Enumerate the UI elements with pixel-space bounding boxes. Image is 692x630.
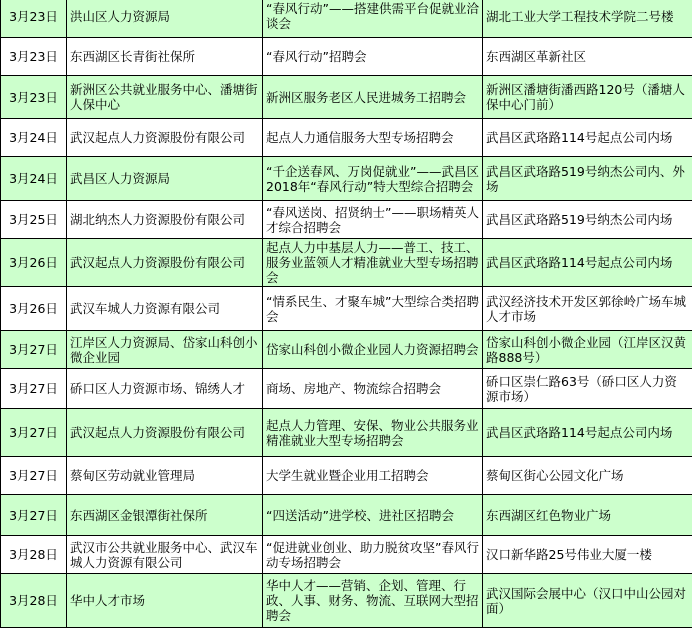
event-cell: 华中人才——营销、企划、管理、行政、人事、财务、物流、互联网大型招聘会: [263, 574, 483, 628]
venue-cell: 武昌区武珞路114号起点公司内场: [483, 409, 692, 457]
table-row: [1, 157, 692, 201]
date-cell: 3月27日: [1, 369, 67, 409]
venue-cell: 武昌区武珞路114号起点公司内场: [483, 119, 692, 157]
organizer-cell: 武汉市公共就业服务中心、武汉车城人力资源有限公司: [67, 536, 263, 574]
venue-cell: 武昌区武珞路519号纳杰公司内、外场: [483, 157, 692, 201]
table-row: [1, 495, 692, 536]
venue-cell: 岱家山科创小微企业园（江岸区汉黄路888号）: [483, 331, 692, 369]
table-row: [1, 119, 692, 157]
organizer-cell: 武汉起点人力资源股份有限公司: [67, 239, 263, 287]
venue-cell: 武昌区武珞路114号起点公司内场: [483, 239, 692, 287]
venue-cell: 东西湖区革新社区: [483, 38, 692, 76]
event-cell: 起点人力管理、安保、物业公共服务业精准就业大型专场招聘会: [263, 409, 483, 457]
table-row: [1, 331, 692, 369]
venue-cell: 武汉经济技术开发区郭徐岭广场车城人才市场: [483, 287, 692, 331]
venue-cell: 新洲区潘塘街潘西路120号（潘塘人保中心门前）: [483, 76, 692, 119]
event-cell: “促进就业创业、助力脱贫攻坚”春风行动专场招聘会: [263, 536, 483, 574]
date-cell: 3月26日: [1, 287, 67, 331]
organizer-cell: 东西湖区金银潭街社保所: [67, 495, 263, 536]
date-cell: 3月23日: [1, 38, 67, 76]
table-row: [1, 38, 692, 76]
date-cell: 3月27日: [1, 495, 67, 536]
event-cell: 大学生就业暨企业用工招聘会: [263, 457, 483, 495]
table-row: [1, 409, 692, 457]
event-cell: “春风送岗、招贤纳士”——职场精英人才综合招聘会: [263, 201, 483, 239]
date-cell: 3月23日: [1, 76, 67, 119]
date-cell: 3月28日: [1, 574, 67, 628]
venue-cell: 汉口新华路25号伟业大厦一楼: [483, 536, 692, 574]
date-cell: 3月27日: [1, 457, 67, 495]
organizer-cell: 武汉起点人力资源股份有限公司: [67, 119, 263, 157]
organizer-cell: 新洲区公共就业服务中心、潘塘街人保中心: [67, 76, 263, 119]
organizer-cell: 江岸区人力资源局、岱家山科创小微企业园: [67, 331, 263, 369]
date-cell: 3月28日: [1, 536, 67, 574]
event-cell: 商场、房地产、物流综合招聘会: [263, 369, 483, 409]
organizer-cell: 华中人才市场: [67, 574, 263, 628]
table-body: [1, 0, 692, 628]
venue-cell: 蔡甸区街心公园文化广场: [483, 457, 692, 495]
organizer-cell: 武昌区人力资源局: [67, 157, 263, 201]
table-row: [1, 0, 692, 38]
date-cell: 3月23日: [1, 0, 67, 38]
event-cell: “春风行动”——搭建供需平台促就业洽谈会: [263, 0, 483, 38]
event-cell: “四送活动”进学校、进社区招聘会: [263, 495, 483, 536]
date-cell: 3月25日: [1, 201, 67, 239]
table-row: [1, 574, 692, 628]
table-row: [1, 536, 692, 574]
organizer-cell: 东西湖区长青街社保所: [67, 38, 263, 76]
event-cell: 起点人力中基层人力——普工、技工、服务业蓝领人才精准就业大型专场招聘会: [263, 239, 483, 287]
organizer-cell: 湖北纳杰人力资源股份有限公司: [67, 201, 263, 239]
venue-cell: 湖北工业大学工程技术学院二号楼: [483, 0, 692, 38]
date-cell: 3月27日: [1, 331, 67, 369]
date-cell: 3月24日: [1, 157, 67, 201]
venue-cell: 武昌区武珞路519号纳杰公司内场: [483, 201, 692, 239]
event-cell: 起点人力通信服务大型专场招聘会: [263, 119, 483, 157]
date-cell: 3月24日: [1, 119, 67, 157]
date-cell: 3月27日: [1, 409, 67, 457]
organizer-cell: 武汉车城人力资源有限公司: [67, 287, 263, 331]
organizer-cell: 蔡甸区劳动就业管理局: [67, 457, 263, 495]
table-row: [1, 239, 692, 287]
organizer-cell: 洪山区人力资源局: [67, 0, 263, 38]
table-row: [1, 76, 692, 119]
venue-cell: 武汉国际会展中心（汉口中山公园对面）: [483, 574, 692, 628]
event-cell: “千企送春风、万岗促就业”——武昌区2018年“春风行动”特大型综合招聘会: [263, 157, 483, 201]
table-row: [1, 287, 692, 331]
table-row: [1, 457, 692, 495]
event-cell: “春风行动”招聘会: [263, 38, 483, 76]
date-cell: 3月26日: [1, 239, 67, 287]
venue-cell: 硚口区崇仁路63号（硚口区人力资源市场）: [483, 369, 692, 409]
organizer-cell: 武汉起点人力资源股份有限公司: [67, 409, 263, 457]
event-cell: “情系民生、才聚车城”大型综合类招聘会: [263, 287, 483, 331]
table-row: [1, 369, 692, 409]
table-row: [1, 201, 692, 239]
organizer-cell: 硚口区人力资源市场、锦绣人才: [67, 369, 263, 409]
event-cell: 新洲区服务老区人民进城务工招聘会: [263, 76, 483, 119]
event-cell: 岱家山科创小微企业园人力资源招聘会: [263, 331, 483, 369]
venue-cell: 东西湖区红色物业广场: [483, 495, 692, 536]
